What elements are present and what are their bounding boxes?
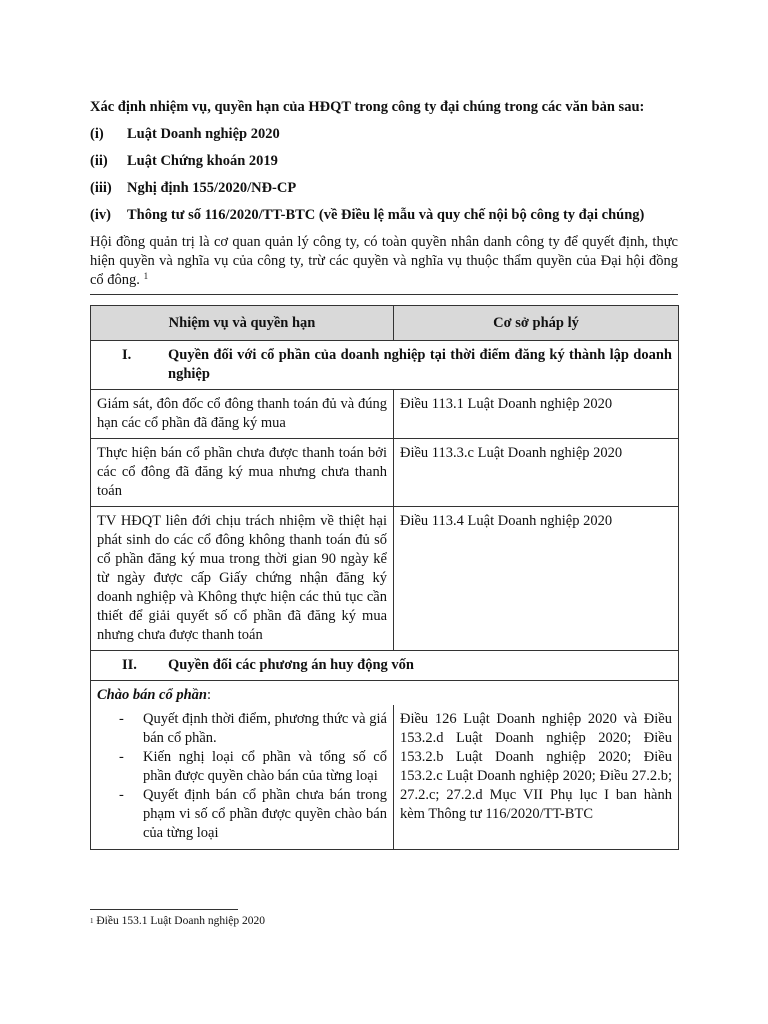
source-number: (i) xyxy=(90,126,104,142)
offer-title-cell xyxy=(91,681,679,706)
source-text: Luật Chứng khoán 2019 xyxy=(127,153,278,169)
source-number: (iv) xyxy=(90,207,111,223)
intro-paragraph xyxy=(90,233,678,290)
table-row xyxy=(91,390,679,439)
basis-cell: Điều 113.4 Luật Doanh nghiệp 2020 xyxy=(394,507,679,651)
footnote-reference[interactable]: 1 xyxy=(143,271,149,281)
list-item xyxy=(97,710,387,748)
source-text: Thông tư số 116/2020/TT-BTC (về Điều lệ mẫu và quy chế nội bộ công ty đại chúng) xyxy=(127,207,645,223)
dash-bullet: - xyxy=(119,749,124,765)
header-duties: Nhiệm vụ và quyền hạn xyxy=(91,306,394,341)
offer-items-cell xyxy=(91,705,394,850)
offer-items-list xyxy=(97,710,387,843)
source-item-4 xyxy=(90,206,678,225)
source-number: (ii) xyxy=(90,153,108,169)
section-number: II. xyxy=(122,657,137,673)
dash-bullet: - xyxy=(119,711,124,727)
footnote-number: 1 xyxy=(90,917,94,925)
offer-title-row xyxy=(91,681,679,706)
task-cell: Giám sát, đôn đốc cổ đông thanh toán đủ và đúng hạn các cổ phần đã đăng ký mua xyxy=(91,390,394,439)
offer-basis-text: Điều 126 Luật Doanh nghiệp 2020 và Điều 153.2.d Luật Doanh nghiệp 2020; Điều 153.2.b Luật Doanh nghiệp 2020; Điều 153.2.c Luật Doanh nghiệp 2020; Điều 27.2.b; 27.2.c; 27.2.d Mục VII Phụ lục I ban hành kèm Thông tư 116/2020/TT-BTC xyxy=(400,711,672,822)
header-legal-basis: Cơ sở pháp lý xyxy=(394,306,679,341)
task-cell: TV HĐQT liên đới chịu trách nhiệm về thiệt hại phát sinh do các cổ đông không thanh toán đủ số cổ phần đăng ký mua trong thời gian 90 ngày kể từ ngày được cấp Giấy chứng nhận đăng ký doanh nghiệp và Không thực hiện các thủ tục cần thiết để giải quyết số cổ phần đã đăng ký mua nhưng chưa được thanh toán xyxy=(91,507,394,651)
section-row-1 xyxy=(91,341,679,390)
offer-title: Chào bán cổ phần xyxy=(97,687,207,703)
source-text: Nghị định 155/2020/NĐ-CP xyxy=(127,180,297,196)
dash-bullet: - xyxy=(119,787,124,803)
section-number: I. xyxy=(122,347,132,363)
intro-text: Hội đồng quản trị là cơ quan quản lý công ty, có toàn quyền nhân danh công ty để quyết định, thực hiện quyền và nghĩa vụ của công ty, trừ các quyền và nghĩa vụ thuộc thẩm quyền của Đại hội đồng cổ đông. xyxy=(90,234,678,288)
source-text: Luật Doanh nghiệp 2020 xyxy=(127,126,280,142)
source-item-3 xyxy=(90,179,678,198)
section-row-2 xyxy=(91,651,679,681)
offer-item-text: Quyết định bán cổ phần chưa bán trong phạm vi số cổ phần được quyền chào bán của từng loại xyxy=(143,787,387,841)
offer-items-wrapper xyxy=(97,710,387,844)
footnote-text: Điều 153.1 Luật Doanh nghiệp 2020 xyxy=(93,915,266,927)
duties-table xyxy=(90,305,679,850)
list-item xyxy=(97,748,387,786)
source-item-1 xyxy=(90,125,678,144)
section-cell xyxy=(91,341,679,390)
footnote xyxy=(90,914,265,928)
footnote-divider xyxy=(90,909,238,910)
offer-basis-cell xyxy=(394,705,679,850)
table-row xyxy=(91,439,679,507)
document-body xyxy=(90,98,678,295)
offer-title-colon: : xyxy=(207,687,212,703)
offer-item-text: Kiến nghị loại cổ phần và tổng số cổ phần được quyền chào bán của từng loại xyxy=(143,749,387,784)
divider xyxy=(90,294,678,295)
section-title: Quyền đối với cổ phần của doanh nghiệp tại thời điểm đăng ký thành lập doanh nghiệp xyxy=(168,347,672,382)
document-heading: Xác định nhiệm vụ, quyền hạn của HĐQT trong công ty đại chúng trong các văn bản sau: xyxy=(90,99,645,115)
table-row xyxy=(91,507,679,651)
basis-cell: Điều 113.3.c Luật Doanh nghiệp 2020 xyxy=(394,439,679,507)
offer-row xyxy=(91,705,679,850)
list-item xyxy=(97,786,387,843)
task-cell: Thực hiện bán cổ phần chưa được thanh toán bởi các cổ đông đã đăng ký mua nhưng chưa thanh toán xyxy=(91,439,394,507)
offer-item-text: Quyết định thời điểm, phương thức và giá bán cổ phần. xyxy=(143,711,387,746)
source-number: (iii) xyxy=(90,180,112,196)
table-header-row xyxy=(91,306,679,341)
source-item-2 xyxy=(90,152,678,171)
section-title: Quyền đối các phương án huy động vốn xyxy=(168,657,414,673)
basis-cell: Điều 113.1 Luật Doanh nghiệp 2020 xyxy=(394,390,679,439)
section-cell xyxy=(91,651,679,681)
